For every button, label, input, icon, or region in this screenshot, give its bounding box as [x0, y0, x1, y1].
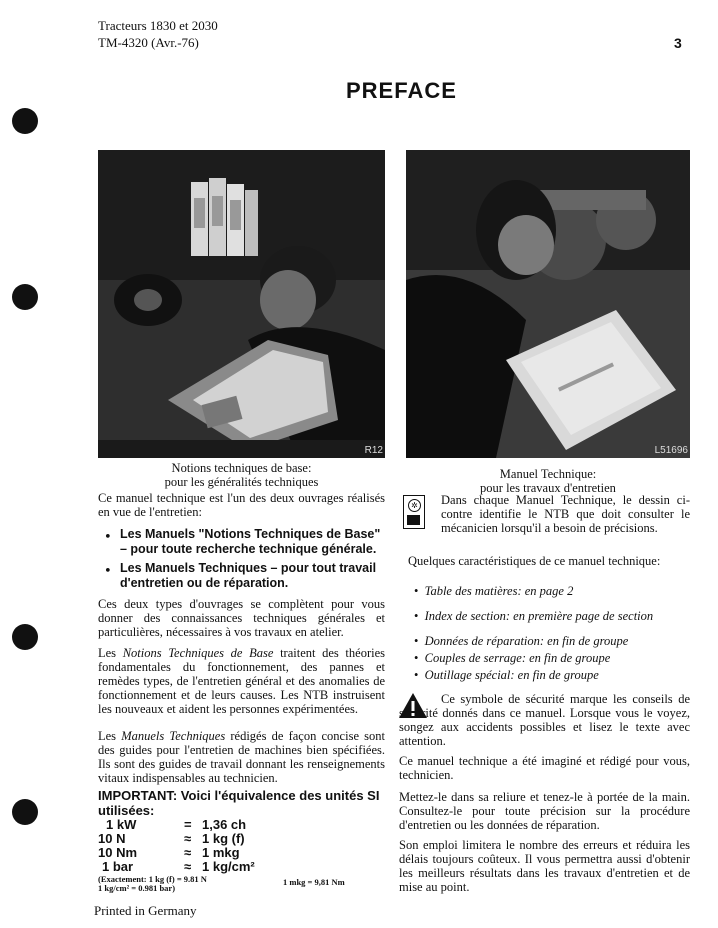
- table-row: [98, 818, 255, 832]
- unit-cell: 10 N: [98, 831, 126, 846]
- feature-item: • Données de réparation: en fin de groupe: [414, 634, 629, 648]
- ntb-book-icon: ✲: [403, 495, 425, 529]
- exact-note-2: 1 kg/cm² = 0.981 bar): [98, 883, 176, 893]
- feature-item: • Couples de serrage: en fin de groupe: [414, 651, 611, 665]
- paragraph-complement: Ces deux types d'ouvrages se complètent pour vous donner des connaissances techniques générales et particulières, nécessaires à vos travaux en atelier.: [98, 597, 385, 639]
- photo-id-label: R12: [364, 445, 383, 456]
- feature-text: Couples de serrage: en fin de groupe: [424, 651, 611, 665]
- binder-hole: [12, 624, 38, 650]
- header-title: Tracteurs 1830 et 2030: [98, 18, 218, 33]
- page-number: 3: [674, 35, 682, 51]
- bullet-manuals: • Les Manuels Techniques – pour tout travail d'entretien ou de réparation.: [104, 561, 385, 591]
- text-run: rédigés de façon concise sont des guides pour l'entretien de machines bien spécifiées. Ils sont des guides de travail donnant les renseignements vitaux indispensables au technicien.: [98, 729, 385, 785]
- caption-line: pour les généralités techniques: [164, 475, 319, 489]
- text-run: Les: [98, 729, 122, 743]
- text-emphasis: Notions Techniques de Base: [122, 646, 274, 660]
- photo-ntb-reading: [98, 150, 385, 458]
- binder-hole: [12, 108, 38, 134]
- left-caption: [98, 461, 385, 489]
- page-title: PREFACE: [346, 78, 457, 103]
- feature-item: • Index de section: en première page de section: [414, 609, 654, 623]
- table-row: [98, 846, 255, 860]
- right-caption: [406, 467, 690, 495]
- text-emphasis: Manuels Techniques: [121, 729, 226, 743]
- feature-item: • Table des matières: en page 2: [414, 584, 574, 598]
- feature-text: Table des matières: en page 2: [424, 584, 574, 598]
- bullet-text: Les Manuels Techniques – pour tout travail d'entretien ou de réparation.: [120, 561, 377, 590]
- unit-cell: 10 Nm: [98, 845, 138, 860]
- photo-mechanic-manual: [406, 150, 690, 458]
- feature-text: Index de section: en première page de section: [424, 609, 654, 623]
- exact-note-1: (Exactement: 1 kg (f) = 9.81 N: [98, 874, 207, 884]
- value-cell: 1 mkg: [202, 845, 240, 860]
- value-cell: 1 kg/cm²: [202, 859, 255, 874]
- ntb-icon-paragraph: Dans chaque Manuel Technique, le dessin ci-contre identifie le NTB que doit consulter le mécanicien lorsqu'il a besoin de précisions.: [441, 493, 690, 535]
- paragraph-binder: Mettez-le dans sa reliure et tenez-le à portée de la main. Consultez-le pour toute précision sur la procédure d'entretien ou les données de réparation.: [399, 790, 690, 832]
- caption-line: Manuel Technique:: [499, 467, 597, 481]
- safety-paragraph: Ce symbole de sécurité marque les conseils de sécurité donnés dans ce manuel. Lorsque vous le voyez, songez aux accidents possibles et lisez le texte avec attention.: [399, 692, 690, 748]
- exact-note-3: 1 mkg = 9,81 Nm: [283, 877, 345, 887]
- paragraph-ntb: [98, 646, 385, 716]
- paragraph-designed: Ce manuel technique a été imaginé et rédigé pour vous, technicien.: [399, 754, 690, 782]
- sign-cell: ≈: [184, 845, 192, 860]
- caption-line: pour les travaux d'entretien: [480, 481, 616, 495]
- paragraph-use: Son emploi limitera le nombre des erreurs et réduira les délais toujours coûteux. Il vous permettra aussi d'obtenir les meilleurs résultats dans les travaux d'entretien et de mise au point.: [399, 838, 690, 894]
- features-intro: Quelques caractéristiques de ce manuel technique:: [408, 554, 661, 568]
- feature-text: Données de réparation: en fin de groupe: [424, 634, 629, 648]
- binder-hole: [12, 284, 38, 310]
- text-run: traitent des théories fondamentales du fonctionnement, des pannes et remèdes types, de l'entretien général et des anomalies de fonctionnement et de leurs causes. Les NTB instruisent les nouveaux et aident les personnes expérimentées.: [98, 646, 385, 716]
- text-run: Les: [98, 646, 123, 660]
- value-cell: 1,36 ch: [202, 817, 247, 832]
- unit-cell: 1 kW: [106, 817, 137, 832]
- paragraph-manuals: [98, 729, 385, 785]
- sign-cell: ≈: [184, 831, 192, 846]
- feature-item: • Outillage spécial: en fin de groupe: [414, 668, 599, 682]
- intro-paragraph: Ce manuel technique est l'un des deux ouvrages réalisés en vue de l'entretien:: [98, 491, 385, 519]
- sign-cell: =: [184, 817, 192, 832]
- caption-line: Notions techniques de base:: [171, 461, 312, 475]
- photo-id-label: L51696: [654, 445, 688, 456]
- units-table: [98, 818, 255, 874]
- printed-in: Printed in Germany: [94, 903, 197, 918]
- table-row: [98, 832, 255, 846]
- table-row: [98, 860, 255, 874]
- value-cell: 1 kg (f): [202, 831, 245, 846]
- header-doc-number: TM-4320 (Avr.-76): [98, 35, 199, 50]
- unit-cell: 1 bar: [102, 859, 134, 874]
- feature-text: Outillage spécial: en fin de groupe: [424, 668, 599, 682]
- bullet-text: Les Manuels "Notions Techniques de Base" – pour toute recherche technique générale.: [120, 527, 381, 556]
- binder-hole: [12, 799, 38, 825]
- bullet-ntb: • Les Manuels "Notions Techniques de Base" – pour toute recherche technique générale.: [104, 527, 385, 557]
- important-heading: IMPORTANT: Voici l'équivalence des unités SI utilisées:: [98, 788, 380, 818]
- sign-cell: ≈: [184, 859, 192, 874]
